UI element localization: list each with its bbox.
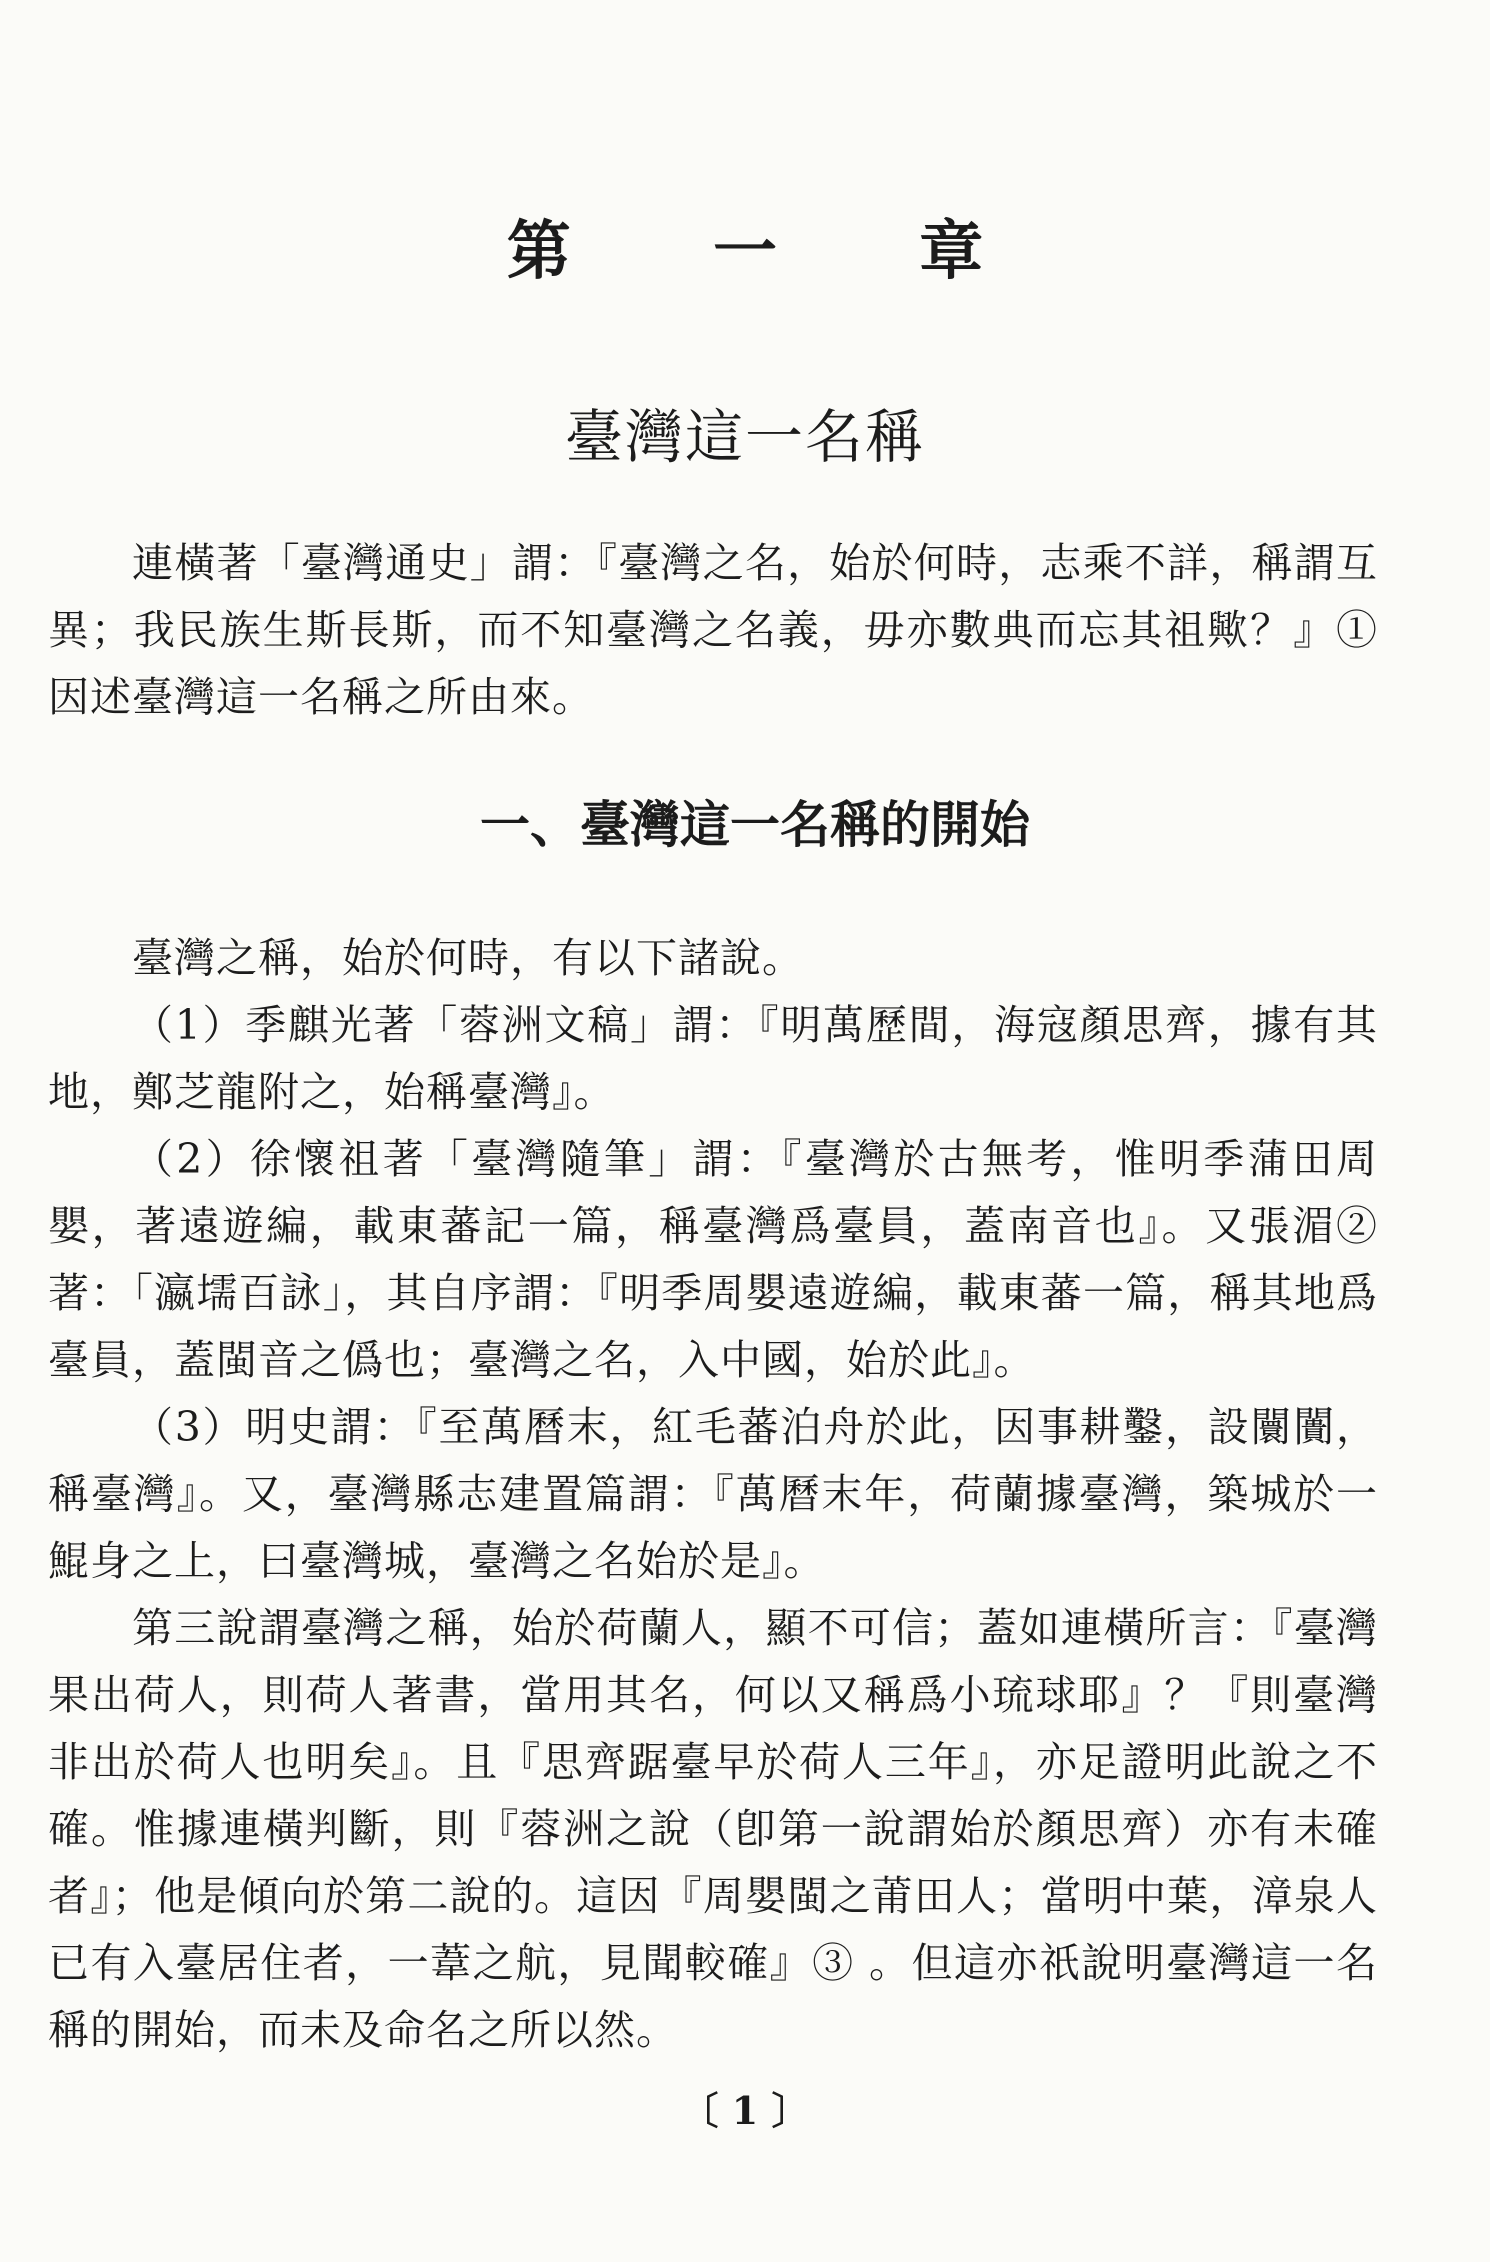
chapter-heading: 第 一 章 <box>506 215 1044 289</box>
paragraph-5: 第三說謂臺灣之稱，始於荷蘭人，顯不可信；蓋如連橫所言：『臺灣果出荷人，則荷人著書，當用其名，何以又稱爲小琉球耶』？『則臺灣非出於荷人也明矣』。且『思齊踞臺早於荷人三年』，亦足證明此說之不確。惟據連橫判斷，則『蓉洲之說（卽第一說謂始於顏思齊）亦有未確者』；他是傾向於第二說的。這因『周嬰閩之莆田人；當明中葉，漳泉人已有入臺居住者，一葦之航，見聞較確』③ 。但這亦祇說明臺灣這一名稱的開始，而未及命名之所以然。 <box>48 1604 1378 2054</box>
paragraph-4: （3）明史謂：『至萬曆末，紅毛蕃泊舟於此，因事耕鑿，設闤闠，稱臺灣』。又，臺灣縣志建置篇謂：『萬曆末年，荷蘭據臺灣，築城於一鯤身之上，曰臺灣城，臺灣之名始於是』。 <box>48 1403 1378 1585</box>
section-heading: 一、臺灣這一名稱的開始 <box>480 796 1030 854</box>
chapter-title: 臺灣這一名稱 <box>564 403 925 471</box>
intro-block <box>48 530 1378 731</box>
main-body <box>48 925 1378 2064</box>
paragraph-2: （1）季麒光著「蓉洲文稿」謂：『明萬歷間，海寇顏思齊，據有其地，鄭芝龍附之，始稱臺灣』。 <box>48 1001 1378 1116</box>
intro-paragraph: 連橫著「臺灣通史」謂：『臺灣之名，始於何時，志乘不詳，稱謂互異；我民族生斯長斯，而不知臺灣之名義，毋亦數典而忘其祖歟？』① 因述臺灣這一名稱之所由來。 <box>48 539 1378 721</box>
page-number: 〔 1 〕 <box>680 2088 810 2133</box>
paragraph-1: 臺灣之稱，始於何時，有以下諸說。 <box>132 934 804 982</box>
paragraph-3: （2）徐懷祖著「臺灣隨筆」謂：『臺灣於古無考，惟明季蒲田周嬰，著遠遊編，載東蕃記一篇，稱臺灣爲臺員，蓋南音也』。又張湄② 著：「瀛壖百詠」，其自序謂：『明季周嬰遠遊編，載東蕃一篇，稱其地爲臺員，蓋閩音之僞也；臺灣之名，入中國，始於此』。 <box>48 1135 1378 1384</box>
